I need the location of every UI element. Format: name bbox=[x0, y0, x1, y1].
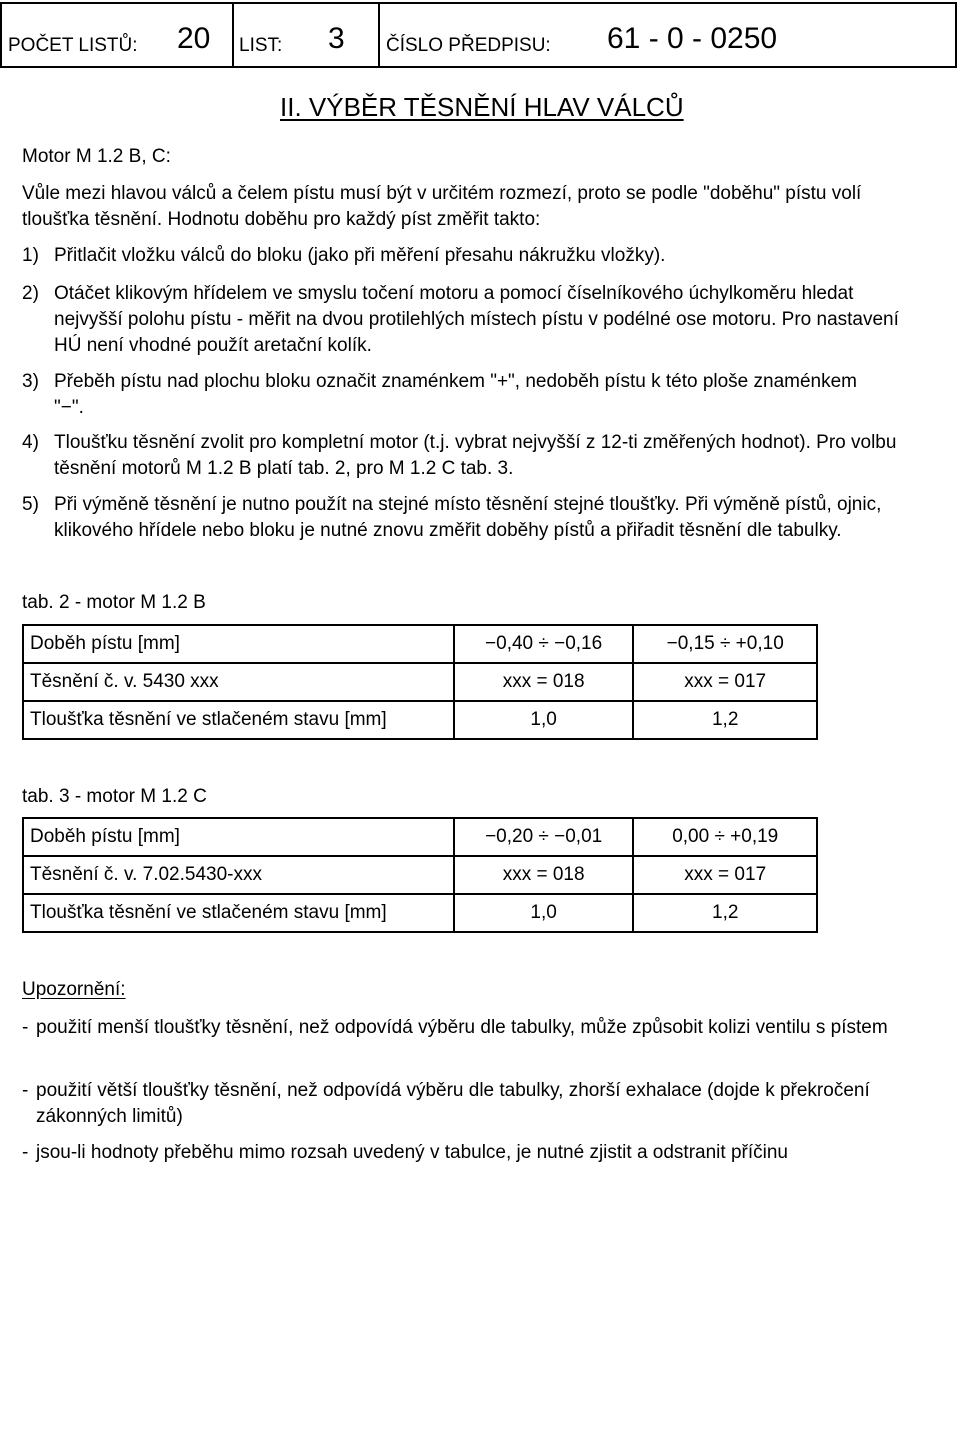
step-number: 4) bbox=[22, 432, 39, 453]
table-cell: Tloušťka těsnění ve stlačeném stavu [mm] bbox=[23, 894, 454, 932]
table-row bbox=[23, 818, 817, 856]
step-number: 5) bbox=[22, 494, 39, 515]
sheet-count-cell bbox=[2, 4, 234, 66]
table-cell: 1,0 bbox=[454, 701, 634, 739]
regulation-cell bbox=[380, 4, 955, 66]
section-title: II. VÝBĚR TĚSNĚNÍ HLAV VÁLCŮ bbox=[280, 92, 684, 122]
table-row bbox=[23, 625, 817, 663]
table-cell: −0,40 ÷ −0,16 bbox=[454, 625, 634, 663]
document-header bbox=[0, 2, 957, 68]
table-row bbox=[23, 856, 817, 894]
table-cell: Tloušťka těsnění ve stlačeném stavu [mm] bbox=[23, 701, 454, 739]
table-cell: Doběh pístu [mm] bbox=[23, 625, 454, 663]
step-number: 3) bbox=[22, 371, 39, 392]
regulation-label: ČÍSLO PŘEDPISU: bbox=[386, 35, 551, 56]
warning-text: použití větší tloušťky těsnění, než odpovídá výběru dle tabulky, zhorší exhalace (dojde k překročení zákonných limitů) bbox=[36, 1080, 870, 1127]
sheet-count-label: POČET LISTŮ: bbox=[8, 35, 138, 56]
table-cell: xxx = 017 bbox=[633, 663, 817, 701]
table-cell: Těsnění č. v. 5430 xxx bbox=[23, 663, 454, 701]
warning-text: použití menší tloušťky těsnění, než odpovídá výběru dle tabulky, může způsobit kolizi ventilu s pístem bbox=[36, 1017, 888, 1038]
warning-title: Upozornění: bbox=[22, 979, 126, 1000]
table-cell: xxx = 017 bbox=[633, 856, 817, 894]
bullet-dash: - bbox=[22, 1142, 29, 1163]
table-cell: xxx = 018 bbox=[454, 663, 634, 701]
table-cell: 1,2 bbox=[633, 701, 817, 739]
step-number: 2) bbox=[22, 283, 39, 304]
table-cell: 1,2 bbox=[633, 894, 817, 932]
table-cell: xxx = 018 bbox=[454, 856, 634, 894]
step-text: Při výměně těsnění je nutno použít na stejné místo těsnění stejné tloušťky. Při výměně pístů, ojnic, klikového hřídele nebo bloku je nutné znovu změřit doběhy pístů a přiřadit těsnění dle tabulky. bbox=[54, 494, 882, 541]
table-row bbox=[23, 894, 817, 932]
step-number: 1) bbox=[22, 245, 39, 266]
table3-caption: tab. 3 - motor M 1.2 C bbox=[22, 786, 207, 807]
step-text: Tloušťku těsnění zvolit pro kompletní motor (t.j. vybrat nejvyšší z 12-ti změřených hodnot). Pro volbu těsnění motorů M 1.2 B platí tab. 2, pro M 1.2 C tab. 3. bbox=[54, 432, 897, 479]
table-cell: −0,15 ÷ +0,10 bbox=[633, 625, 817, 663]
table3 bbox=[22, 817, 818, 933]
table-row bbox=[23, 701, 817, 739]
table-cell: 1,0 bbox=[454, 894, 634, 932]
table2-caption: tab. 2 - motor M 1.2 B bbox=[22, 592, 206, 613]
table-cell: Doběh pístu [mm] bbox=[23, 818, 454, 856]
engine-label: Motor M 1.2 B, C: bbox=[22, 146, 171, 167]
sheet-number-value: 3 bbox=[328, 22, 345, 55]
bullet-dash: - bbox=[22, 1017, 29, 1038]
table-cell: 0,00 ÷ +0,19 bbox=[633, 818, 817, 856]
step-text: Otáčet klikovým hřídelem ve smyslu točení motoru a pomocí číselníkového úchylkoměru hledat nejvyšší polohu pístu - měřit na dvou protilehlých místech pístu v podélné ose motoru. Pro nastavení HÚ není vhodné použít aretační kolík. bbox=[54, 283, 899, 356]
warning-text: jsou-li hodnoty přeběhu mimo rozsah uvedený v tabulce, je nutné zjistit a odstranit příčinu bbox=[36, 1142, 788, 1163]
table-row bbox=[23, 663, 817, 701]
step-text: Přeběh pístu nad plochu bloku označit znaménkem "+", nedoběh pístu k této ploše znaménkem "−". bbox=[54, 371, 858, 418]
table-cell: −0,20 ÷ −0,01 bbox=[454, 818, 634, 856]
sheet-number-label: LIST: bbox=[239, 35, 283, 56]
bullet-dash: - bbox=[22, 1080, 29, 1101]
intro-paragraph: Vůle mezi hlavou válců a čelem pístu musí být v určitém rozmezí, proto se podle "doběhu" pístu volí tloušťka těsnění. Hodnotu doběhu pro každý píst změřit takto: bbox=[22, 183, 862, 230]
table2 bbox=[22, 624, 818, 740]
sheet-number-cell bbox=[234, 4, 380, 66]
regulation-value: 61 - 0 - 0250 bbox=[607, 22, 778, 55]
table-cell: Těsnění č. v. 7.02.5430-xxx bbox=[23, 856, 454, 894]
sheet-count-value: 20 bbox=[177, 22, 211, 55]
step-text: Přitlačit vložku válců do bloku (jako při měření přesahu nákružku vložky). bbox=[54, 245, 666, 266]
